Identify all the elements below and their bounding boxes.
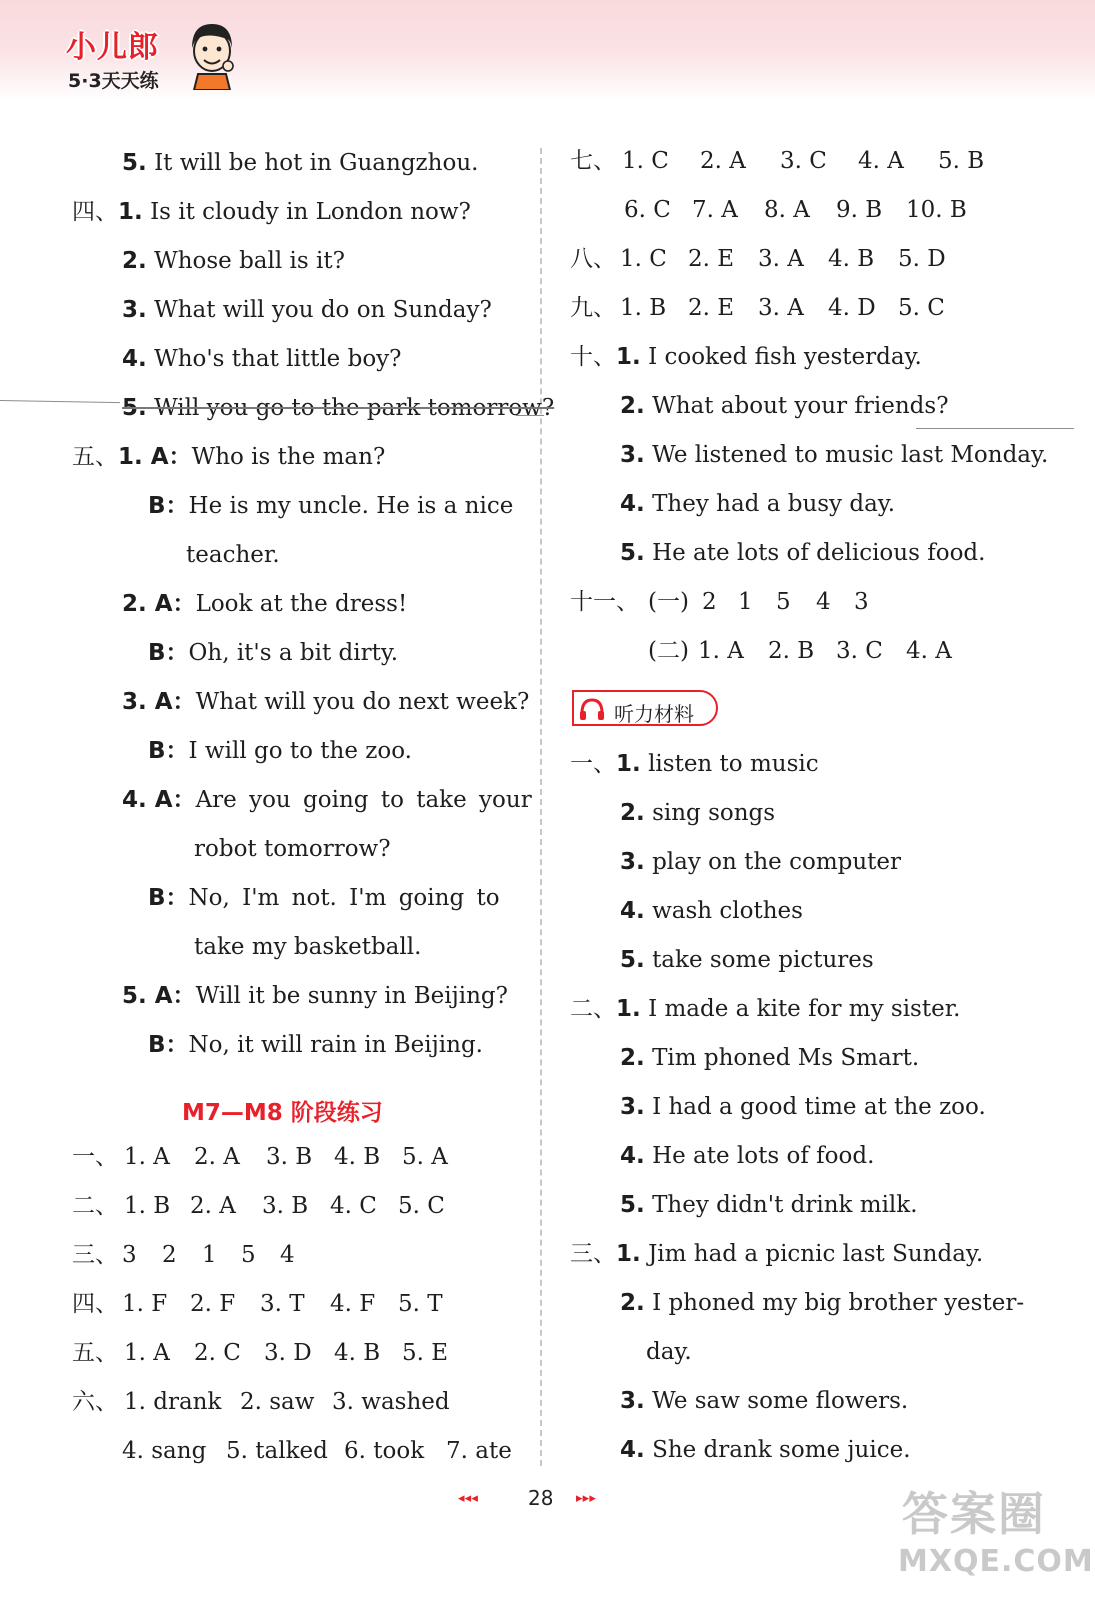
mascot-icon	[184, 18, 238, 90]
section-title: M7—M8 阶段练习	[182, 1100, 383, 1126]
answer-line: 2. What about your friends?	[620, 393, 949, 419]
listening-badge	[572, 690, 718, 726]
listening-line: 4. He ate lots of food.	[620, 1143, 875, 1169]
answer-line: 4. Who's that little boy?	[122, 346, 402, 372]
listening-line: 二、1. I made a kite for my sister.	[570, 996, 961, 1022]
listening-line: 三、1. Jim had a picnic last Sunday.	[570, 1241, 984, 1267]
answer-line: B：No, I'm not. I'm going to	[148, 885, 500, 911]
answer-line: 十、1. I cooked fish yesterday.	[570, 344, 922, 370]
answer-line: 3. A：What will you do next week?	[122, 689, 530, 715]
answer-row: 6. C 7. A 8. A 9. B 10. B	[624, 197, 967, 223]
listening-line: 一、1. listen to music	[570, 751, 819, 777]
column-divider	[540, 148, 542, 1466]
answer-line: 4. They had a busy day.	[620, 491, 896, 517]
answer-line: 五、1. A：Who is the man?	[72, 444, 386, 470]
answer-line: B：I will go to the zoo.	[148, 738, 412, 764]
answer-line: 5. He ate lots of delicious food.	[620, 540, 986, 566]
prev-arrows-icon: ◂ ◂ ◂	[458, 1491, 476, 1506]
answer-row: 十一、 (一) 2 1 5 4 3	[570, 589, 869, 615]
answer-row: 七、 1. C 2. A 3. C 4. A 5. B	[570, 148, 985, 174]
listening-line: 5. They didn't drink milk.	[620, 1192, 918, 1218]
listening-line: 4. She drank some juice.	[620, 1437, 911, 1463]
answer-line: B：He is my uncle. He is a nice	[148, 493, 514, 519]
answer-row: (二) 1. A 2. B 3. C 4. A	[648, 638, 952, 664]
listening-line: 4. wash clothes	[620, 898, 803, 924]
answer-row: 三、 3 2 1 5 4	[72, 1242, 295, 1268]
answer-row: 六、 1. drank 2. saw 3. washed	[72, 1389, 450, 1415]
answer-line: 5. A：Will it be sunny in Beijing?	[122, 983, 508, 1009]
answer-line: 3. We listened to music last Monday.	[620, 442, 1049, 468]
answer-row: 五、 1. A 2. C 3. D 4. B 5. E	[72, 1340, 449, 1366]
answer-row: 九、 1. B 2. E 3. A 4. D 5. C	[570, 295, 945, 321]
brand-series: 5·3天天练	[68, 70, 159, 92]
answer-line: 3. What will you do on Sunday?	[122, 297, 492, 323]
listening-line: 3. We saw some flowers.	[620, 1388, 909, 1414]
answer-line: teacher.	[186, 542, 280, 568]
answer-line: B：No, it will rain in Beijing.	[148, 1032, 483, 1058]
listening-line: 2. Tim phoned Ms Smart.	[620, 1045, 920, 1071]
stray-pen-line	[916, 428, 1074, 429]
answer-line: 2. A：Look at the dress!	[122, 591, 408, 617]
page-footer	[458, 1486, 628, 1514]
answer-line: 5. It will be hot in Guangzhou.	[122, 150, 479, 176]
answer-line: robot tomorrow?	[194, 836, 391, 862]
listening-label: 听力材料	[614, 702, 694, 726]
next-arrows-icon: ▸ ▸ ▸	[576, 1491, 594, 1506]
page-number: 28	[528, 1486, 554, 1510]
listening-line: 5. take some pictures	[620, 947, 874, 973]
answer-row: 八、 1. C 2. E 3. A 4. B 5. D	[570, 246, 946, 272]
stray-pen-line	[0, 400, 120, 403]
brand-title: 小儿郎	[66, 30, 159, 65]
answer-line: 4. A：Are you going to take your	[122, 787, 532, 813]
answer-line: take my basketball.	[194, 934, 422, 960]
answer-line: B：Oh, it's a bit dirty.	[148, 640, 399, 666]
listening-line: 2. I phoned my big brother yester-	[620, 1290, 1025, 1316]
answer-row: 4. sang 5. talked 6. took 7. ate	[122, 1438, 512, 1464]
brand-logo	[64, 18, 244, 96]
listening-line: day.	[646, 1339, 692, 1365]
answer-line: 5. Will you go to the park tomorrow?	[122, 395, 555, 421]
watermark	[898, 1478, 1094, 1588]
answer-row: 一、 1. A 2. A 3. B 4. B 5. A	[72, 1144, 448, 1170]
listening-line: 3. play on the computer	[620, 849, 902, 875]
listening-line: 3. I had a good time at the zoo.	[620, 1094, 986, 1120]
watermark-bottom: MXQE.COM	[898, 1544, 1094, 1579]
answer-line: 2. Whose ball is it?	[122, 248, 345, 274]
answer-row: 二、 1. B 2. A 3. B 4. C 5. C	[72, 1193, 445, 1219]
watermark-top: 答案圈	[902, 1487, 1046, 1541]
headphones-icon	[578, 697, 606, 721]
answer-line: 四、1. Is it cloudy in London now?	[72, 199, 471, 225]
listening-line: 2. sing songs	[620, 800, 776, 826]
answer-row: 四、 1. F 2. F 3. T 4. F 5. T	[72, 1291, 443, 1317]
